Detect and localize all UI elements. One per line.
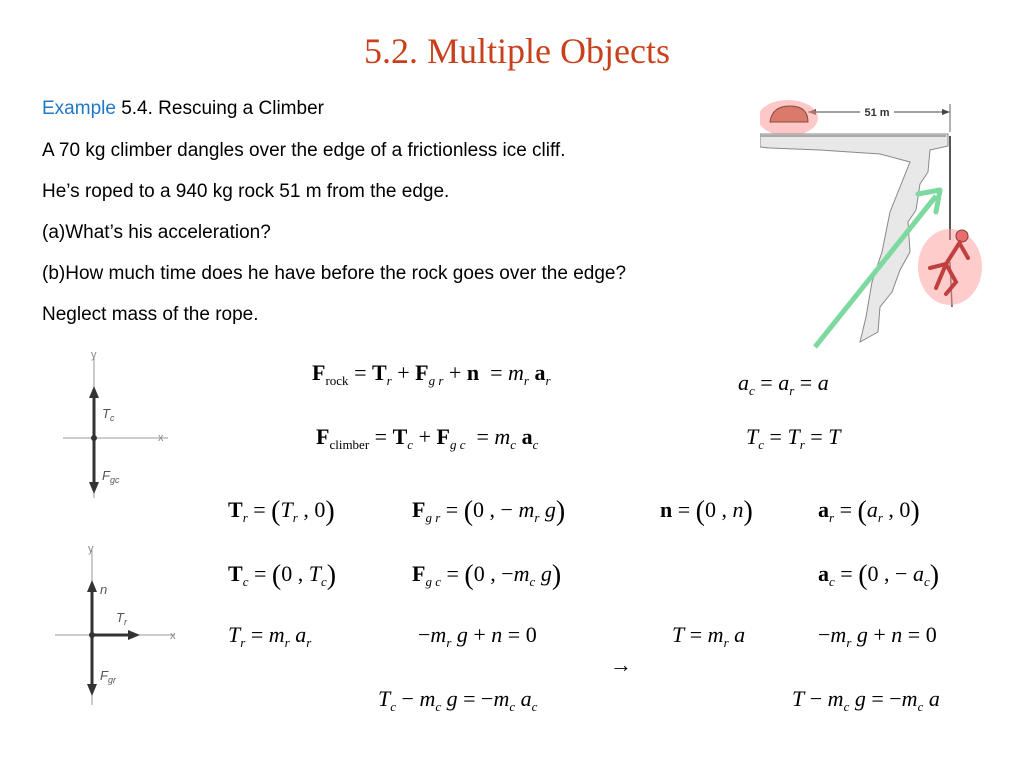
gravity-vector	[87, 637, 117, 696]
normal-vector	[87, 580, 107, 633]
fbd-rock	[50, 540, 180, 710]
equation-ac-components: $a_c = (0$ , − $a_c$)	[818, 560, 940, 591]
gravity-vector	[89, 440, 120, 494]
equation-climber-y: $T_c - m_c$ $g = -m_c$ $a_c$	[378, 686, 538, 714]
problem-line-4: (b)How much time does he have before the rock goes over the edge?	[42, 263, 627, 284]
equation-rock-y-simplified: $-m_r$ g + n = 0	[818, 622, 937, 650]
cliff-figure	[760, 92, 990, 352]
problem-line-1: A 70 kg climber dangles over the edge of a frictionless ice cliff.	[42, 140, 566, 161]
svg-text:Fgr: $F_{gr}$	[100, 668, 116, 685]
svg-text:n: n	[100, 582, 108, 597]
tension-vector	[94, 610, 140, 640]
distance-marker	[808, 104, 950, 132]
rock-icon	[760, 100, 818, 136]
equation-rock-x-simplified: $T = m_r$ a	[672, 622, 746, 650]
problem-line-3: (a)What’s his acceleration?	[42, 222, 271, 243]
equation-climber-y-simplified: $T - m_c$ $g = -m_c$ a	[792, 686, 940, 714]
equation-n-components: n = (0 , n)	[660, 496, 753, 527]
climber-icon	[918, 229, 982, 305]
svg-text:Tr: $T_r$	[116, 610, 127, 627]
equation-tension-equal: $T_c = T_r = T$	[746, 424, 841, 452]
y-axis-label: y	[91, 349, 97, 361]
equation-acceleration-equal: $a_c = a_r = a$	[738, 370, 829, 398]
x-axis-label: x	[158, 432, 164, 444]
example-word: Example	[42, 98, 116, 119]
equation-rock-y: $-m_r$ g + n = 0	[418, 622, 537, 650]
y-axis-label: y	[88, 543, 94, 555]
equation-rock-newton: $F_{rock} = T_r + F_{g r} + n = m_r$ $a_r$	[312, 360, 551, 388]
slide-title: 5.2. Multiple Objects	[364, 31, 670, 71]
example-heading	[42, 98, 324, 120]
equation-tr-components: $T_r = (T_r$ , 0)	[228, 496, 335, 527]
equation-fgc-components: $F_{g c} = (0$ , $-m_c$ g)	[412, 560, 562, 591]
equation-ar-components: $a_r = (a_r$ , 0)	[818, 496, 920, 527]
tension-vector	[89, 386, 115, 436]
ice-cliff	[760, 134, 948, 342]
equation-rock-x: $T_r = m_r$ $a_r$	[228, 622, 312, 650]
example-title: 5.4. Rescuing a Climber	[115, 98, 324, 119]
implies-arrow: →	[610, 652, 632, 677]
equation-climber-newton: $F_{climber} = T_c + F_{g c} = m_c$ $a_c$	[316, 424, 539, 452]
problem-line-5: Neglect mass of the rope.	[42, 304, 259, 325]
svg-text:Tc: $T_c$	[102, 406, 115, 423]
equation-tc-components: $T_c = (0$ , $T_c$)	[228, 560, 337, 591]
fbd-climber	[58, 348, 178, 508]
equation-fgr-components: $F_{g r} = (0$ , − $m_r$ g)	[412, 496, 566, 527]
x-axis-label: x	[170, 630, 176, 642]
distance-label: 51 m	[864, 107, 890, 119]
svg-text:Fgc: $F_{gc}$	[102, 468, 120, 485]
problem-line-2: He’s roped to a 940 kg rock 51 m from the edge.	[42, 181, 450, 202]
